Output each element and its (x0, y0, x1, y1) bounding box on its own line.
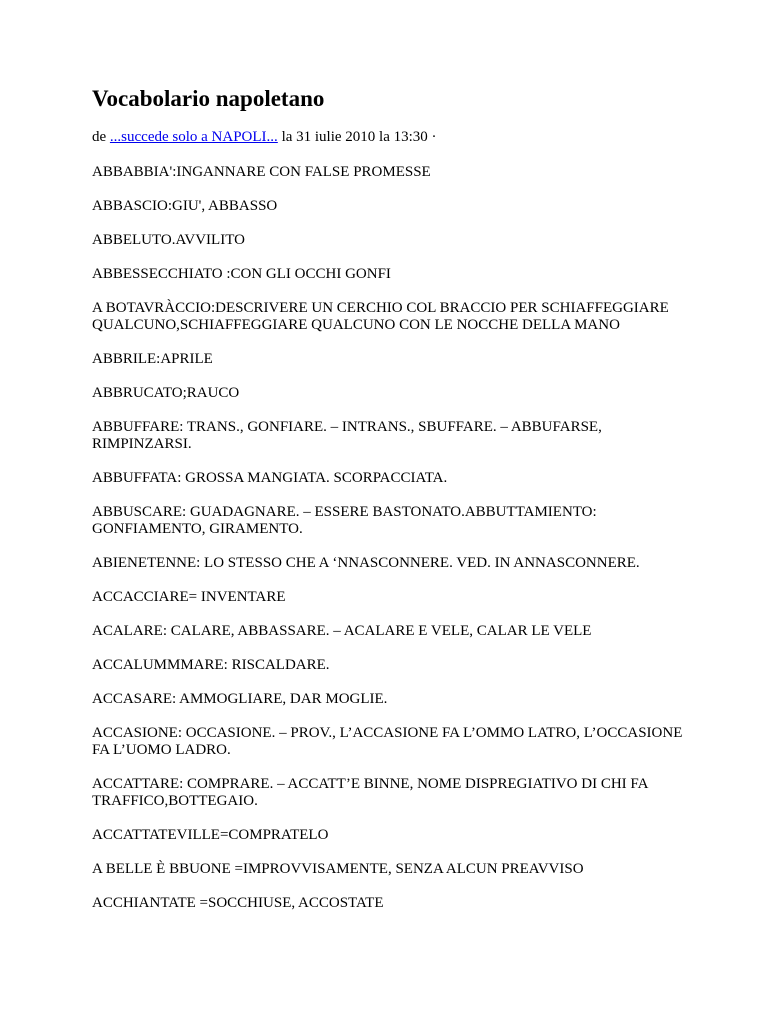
entry-accasione: ACCASIONE: OCCASIONE. – PROV., L’ACCASIONE FA L’OMMO LATRO, L’OCCASIONE FA L’UOMO LADRO. (92, 725, 683, 758)
entry-accasare: ACCASARE: AMMOGLIARE, DAR MOGLIE. (92, 691, 388, 707)
entry-list (92, 164, 692, 912)
entry-abbascio: ABBASCIO:GIU', ABBASSO (92, 198, 278, 214)
entry-abbuffata: ABBUFFATA: GROSSA MANGIATA. SCORPACCIATA. (92, 470, 448, 486)
entry-acchiantate: ACCHIANTATE =SOCCHIUSE, ACCOSTATE (92, 895, 384, 911)
entry-abbabbia: ABBABBIA':INGANNARE CON FALSE PROMESSE (92, 164, 431, 180)
entry-abbrucato: ABBRUCATO;RAUCO (92, 385, 240, 401)
entry-accacciare: ACCACCIARE= INVENTARE (92, 589, 286, 605)
byline-prefix: de (92, 129, 110, 145)
entry-abbessecchiato: ABBESSECCHIATO :CON GLI OCCHI GONFI (92, 266, 391, 282)
entry-abbuscare: ABBUSCARE: GUADAGNARE. – ESSERE BASTONATO.ABBUTTAMIENTO: GONFIAMENTO, GIRAMENTO. (92, 504, 597, 537)
entry-accalummmare: ACCALUMMMARE: RISCALDARE. (92, 657, 330, 673)
entry-abbuffare: ABBUFFARE: TRANS., GONFIARE. – INTRANS., SBUFFARE. – ABBUFARSE, RIMPINZARSI. (92, 419, 602, 452)
entry-a-botavraccio: A BOTAVRÀCCIO:DESCRIVERE UN CERCHIO COL BRACCIO PER SCHIAFFEGGIARE QUALCUNO,SCHIAFFEGGIARE QUALCUNO CON LE NOCCHE DELLA MANO (92, 300, 669, 333)
entry-abbeluto: ABBELUTO.AVVILITO (92, 232, 245, 248)
entry-acalare: ACALARE: CALARE, ABBASSARE. – ACALARE E VELE, CALAR LE VELE (92, 623, 592, 639)
byline (92, 128, 692, 146)
entry-accattateville: ACCATTATEVILLE=COMPRATELO (92, 827, 329, 843)
page-title: Vocabolario napoletano (92, 86, 325, 111)
entry-abbrile: ABBRILE:APRILE (92, 351, 213, 367)
document-page (92, 84, 692, 929)
entry-abienetenne: ABIENETENNE: LO STESSO CHE A ‘NNASCONNERE. VED. IN ANNASCONNERE. (92, 555, 640, 571)
entry-a-belle-e-bbuone: A BELLE È BBUONE =IMPROVVISAMENTE, SENZA ALCUN PREAVVISO (92, 861, 584, 877)
author-link[interactable]: ...succede solo a NAPOLI... (109, 129, 278, 145)
entry-accattare: ACCATTARE: COMPRARE. – ACCATT’E BINNE, NOME DISPREGIATIVO DI CHI FA TRAFFICO,BOTTEGAIO. (92, 776, 648, 809)
byline-date: la 31 iulie 2010 la 13:30 · (277, 129, 437, 145)
